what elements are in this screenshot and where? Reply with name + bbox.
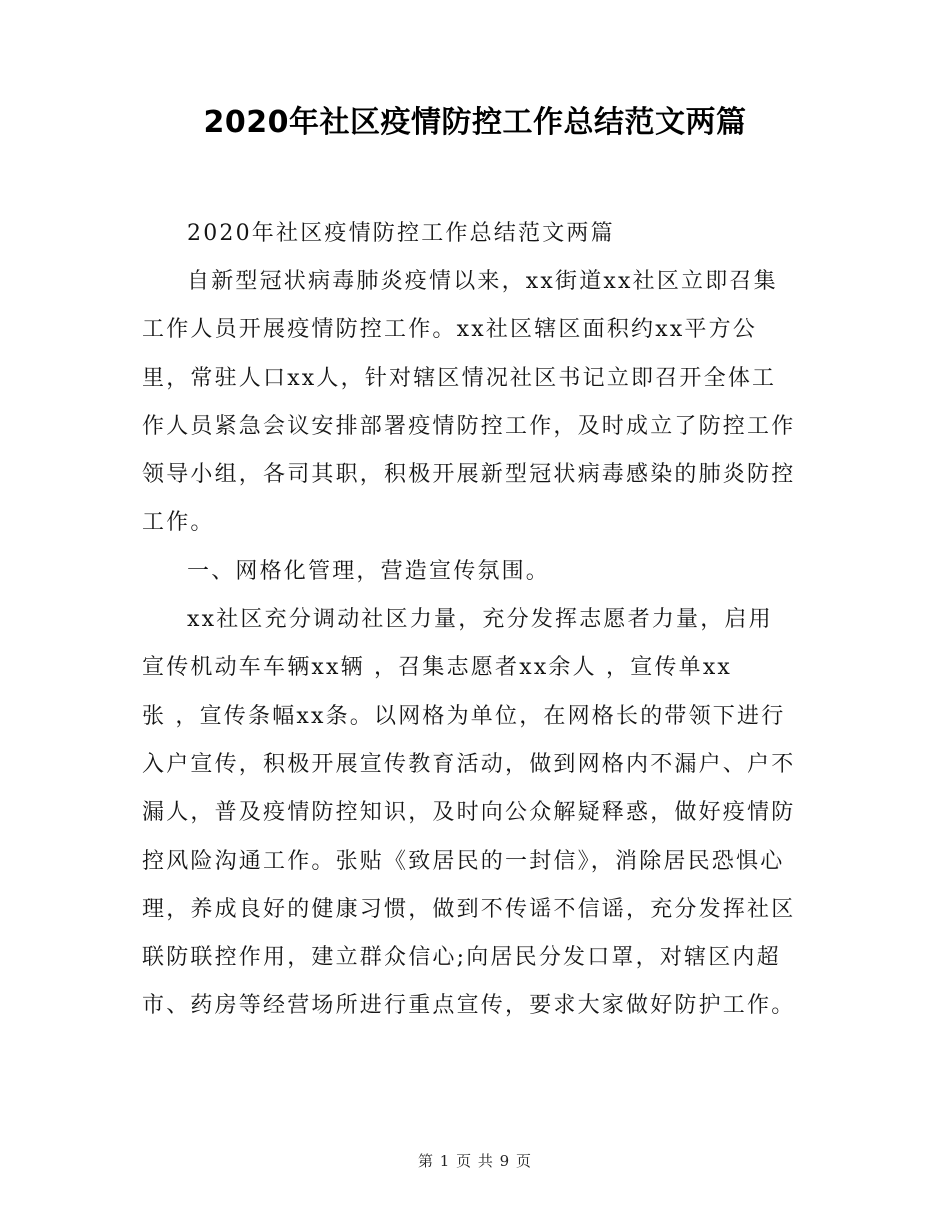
paragraph-line: 宣传机动车车辆xx辆 ，召集志愿者xx余人 ，宣传单xx xyxy=(142,655,733,680)
subtitle-line: 2020年社区疫情防控工作总结范文两篇 xyxy=(187,221,615,246)
paragraph-line: 领导小组，各司其职，积极开展新型冠状病毒感染的肺炎防控 xyxy=(142,462,796,487)
document-title: 2020年社区疫情防控工作总结范文两篇 xyxy=(203,105,747,140)
paragraph-line: 理，养成良好的健康习惯，做到不传谣不信谣，充分发挥社区 xyxy=(142,897,796,922)
paragraph-line: 入户宣传，积极开展宣传教育活动，做到网格内不漏户、户不 xyxy=(142,752,796,777)
paragraph-line: 控风险沟通工作。张贴《致居民的一封信》，消除居民恐惧心 xyxy=(142,849,785,874)
paragraph-line: 自新型冠状病毒肺炎疫情以来，xx街道xx社区立即召集 xyxy=(187,269,778,294)
paragraph-line: xx社区充分调动社区力量，充分发挥志愿者力量，启用 xyxy=(187,607,773,632)
paragraph-line: 联防联控作用，建立群众信心;向居民分发口罩，对辖区内超 xyxy=(142,945,781,970)
paragraph-line: 工作人员开展疫情防控工作。xx社区辖区面积约xx平方公 xyxy=(142,317,758,342)
page-footer: 第 1 页 共 9 页 xyxy=(418,1152,532,1170)
paragraph-line: 里，常驻人口xx人，针对辖区情况社区书记立即召开全体工 xyxy=(142,366,777,391)
paragraph-line: 工作。 xyxy=(142,510,215,535)
paragraph-line: 作人员紧急会议安排部署疫情防控工作，及时成立了防控工作 xyxy=(142,414,796,439)
section-heading: 一、网格化管理，营造宣传氛围。 xyxy=(187,559,551,584)
paragraph-line: 市、药房等经营场所进行重点宣传，要求大家做好防护工作。 xyxy=(142,993,796,1018)
paragraph-line: 张 ，宣传条幅xx条。以网格为单位，在网格长的带领下进行 xyxy=(142,704,786,729)
paragraph-line: 漏人，普及疫情防控知识，及时向公众解疑释惑，做好疫情防 xyxy=(142,800,796,825)
